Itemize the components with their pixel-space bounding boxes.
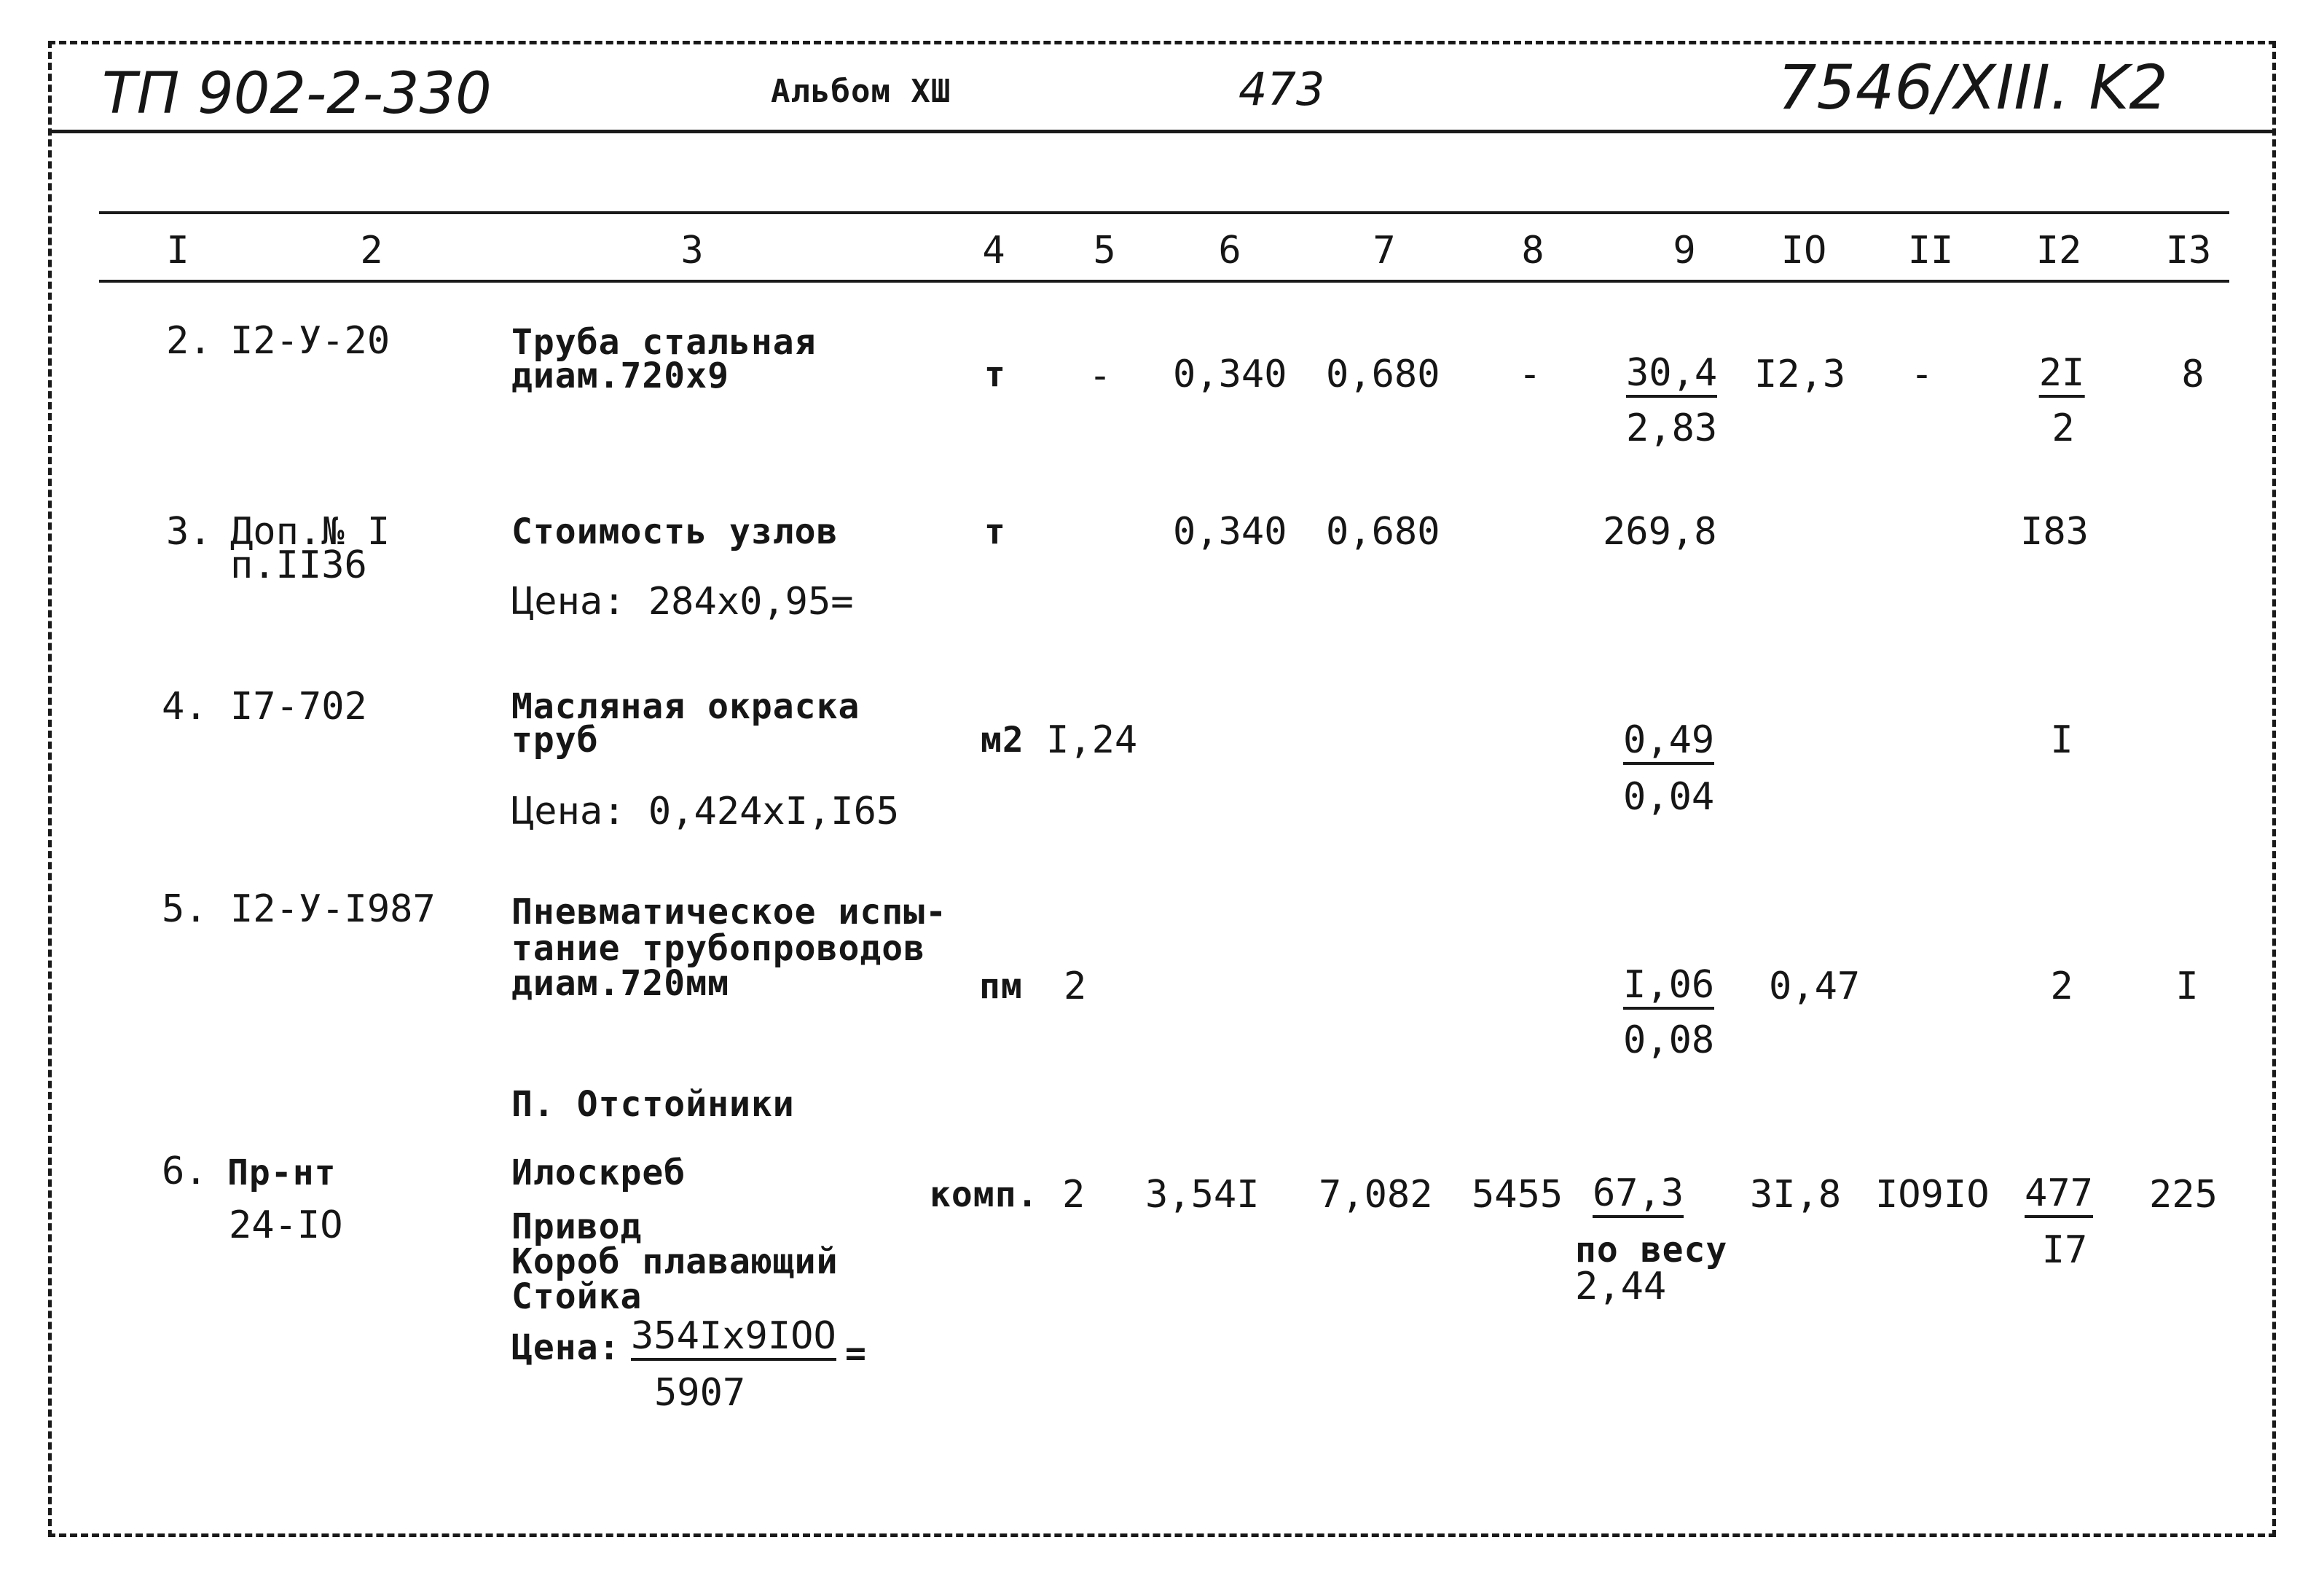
row-col13: 225 [2149, 1173, 2218, 1217]
row-col7: 0,680 [1326, 353, 1440, 396]
row-price: Цена: 0,424xI,I65 [511, 790, 900, 833]
price-denominator: 5907 [654, 1371, 746, 1415]
row-unit: т [984, 511, 1006, 552]
row-col10: I2,3 [1754, 353, 1846, 396]
row-col9: 269,8 [1603, 510, 1717, 554]
row-name-line: труб [511, 720, 599, 761]
page-number: 473 [1238, 63, 1325, 116]
row-col11: IO9IO [1875, 1173, 1990, 1217]
row-code-line: Пр-нт [227, 1152, 337, 1193]
row-number: 2. [166, 319, 212, 363]
row-col13: 8 [2181, 353, 2205, 396]
row-col9-top: 0,49 [1623, 721, 1714, 765]
row-col9-bottom: 2,83 [1626, 406, 1718, 450]
row-col12-top: 477 [2025, 1174, 2093, 1218]
column-header: 9 [1673, 229, 1696, 272]
row-unit: м2 [981, 720, 1024, 761]
row-col9-note: 2,44 [1575, 1265, 1667, 1308]
table-top-rule [99, 211, 2229, 214]
row-col7: 0,680 [1326, 510, 1440, 554]
row-name-line: Илоскреб [511, 1152, 686, 1193]
row-code-line: 24-IO [229, 1203, 343, 1247]
row-col10: 0,47 [1769, 965, 1861, 1008]
row-qty: 2 [1062, 1173, 1086, 1217]
header-divider [48, 130, 2276, 133]
row-name-line: Масляная окраска [511, 686, 860, 727]
row-col12-bottom: 2 [2052, 406, 2075, 450]
row-qty: - [1088, 354, 1112, 398]
row-col10: 3I,8 [1750, 1173, 1842, 1217]
row-col6: 3,54I [1145, 1173, 1260, 1217]
row-code: I7-702 [230, 685, 367, 728]
row-name-line: Привод [511, 1206, 643, 1247]
row-name: Стоимость узлов [511, 511, 839, 552]
row-number: 4. [162, 685, 208, 728]
column-header: I3 [2165, 229, 2212, 272]
archive-code: 7546/XIII. K2 [1778, 52, 2168, 123]
row-unit: комп. [930, 1174, 1039, 1215]
row-name-line: Пневматическое испы- [511, 892, 947, 932]
row-col7: 7,082 [1319, 1173, 1433, 1217]
row-col9-bottom: 0,08 [1623, 1018, 1715, 1062]
column-header: 3 [680, 229, 704, 272]
row-col6: 0,340 [1173, 510, 1287, 554]
column-header: 7 [1373, 229, 1396, 272]
row-col13: I [2175, 965, 2199, 1008]
column-header: 4 [982, 229, 1005, 272]
row-name-line: диам.720мм [511, 963, 729, 1004]
row-number: 6. [162, 1150, 208, 1193]
row-col12: 2 [2050, 965, 2073, 1008]
row-name-line: Короб плавающий [511, 1241, 839, 1282]
row-col11: - [1910, 353, 1934, 396]
row-number: 5. [162, 887, 208, 931]
row-col6: 0,340 [1173, 353, 1287, 396]
column-header: I2 [2036, 229, 2082, 272]
album-label: Альбом XШ [771, 73, 951, 110]
row-col9-top: 67,3 [1593, 1174, 1684, 1218]
row-col8: - [1518, 353, 1542, 396]
price-numerator: 354Ix9IOO [631, 1317, 836, 1361]
column-header: 8 [1521, 229, 1544, 272]
row-name-line: Стойка [511, 1276, 643, 1317]
row-qty: 2 [1064, 965, 1087, 1008]
row-col8: 5455 [1472, 1173, 1563, 1217]
row-name-line: Труба стальная [511, 322, 817, 363]
column-header: 6 [1218, 229, 1241, 272]
row-unit: пм [979, 966, 1023, 1007]
row-code-line: п.II36 [230, 543, 367, 587]
row-unit: т [984, 354, 1006, 395]
row-code: I2-У-I987 [230, 887, 436, 931]
row-name-line: тание трубопроводов [511, 928, 926, 969]
column-header-rule [99, 280, 2229, 283]
row-col9-bottom: 0,04 [1623, 775, 1715, 819]
row-number: 3. [166, 510, 212, 554]
column-header: 5 [1093, 229, 1116, 272]
row-col12: I83 [2020, 510, 2089, 554]
row-code-line: Доп.№ I [230, 510, 390, 554]
column-header: I [166, 229, 189, 272]
row-name-line: диам.720x9 [511, 356, 729, 396]
project-code: ТП 902-2-330 [102, 61, 492, 127]
column-header: IO [1781, 229, 1827, 272]
row-qty: I,24 [1046, 718, 1138, 762]
price-equals: = [845, 1333, 867, 1374]
column-header: 2 [360, 229, 383, 272]
row-col12-top: 2I [2039, 354, 2085, 398]
row-col12: I [2050, 718, 2073, 762]
row-col9-note: по весу [1575, 1230, 1728, 1270]
row-col9-top: 30,4 [1626, 354, 1717, 398]
row-col9-top: I,06 [1623, 966, 1714, 1010]
row-price: Цена: 284x0,95= [511, 580, 854, 624]
row-code: I2-У-20 [230, 319, 390, 363]
row-col12-bottom: I7 [2041, 1228, 2088, 1272]
section-title: П. Отстойники [511, 1084, 795, 1125]
price-label: Цена: [511, 1327, 621, 1368]
column-header: II [1907, 229, 1954, 272]
